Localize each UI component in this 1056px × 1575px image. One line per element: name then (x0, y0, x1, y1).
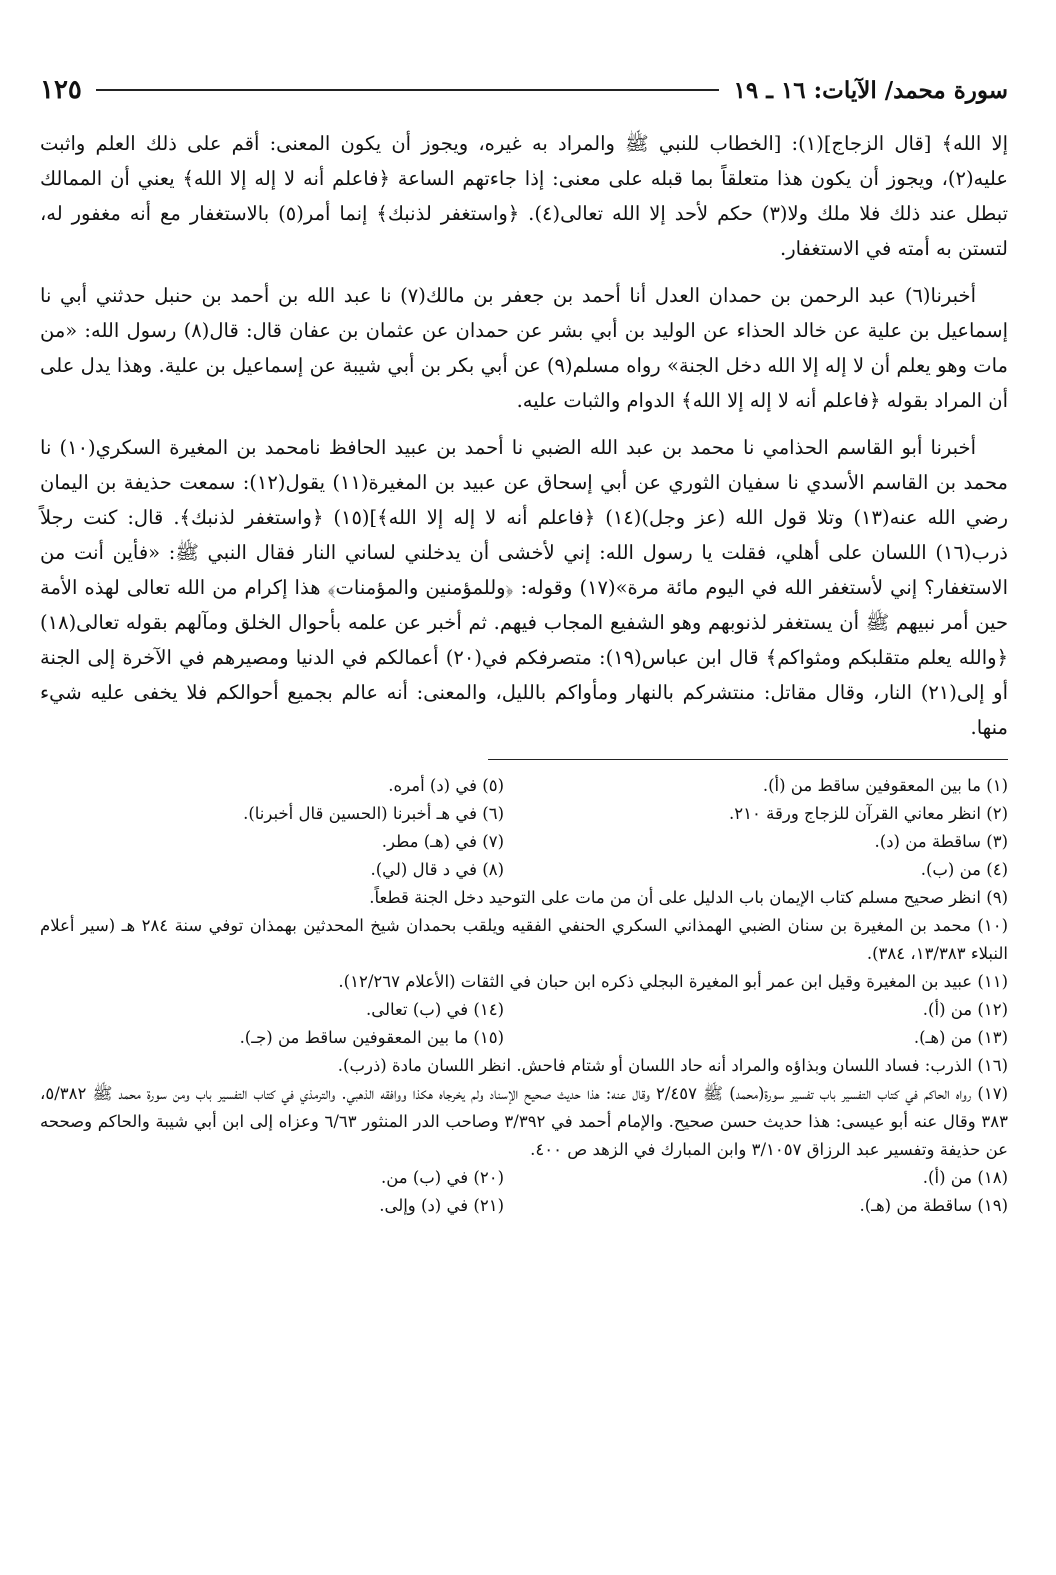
footnote: (٣) ساقطة من (د). (874, 832, 1008, 851)
paragraph: إلا الله﴾ [قال الزجاج](١): [الخطاب للنبي ﷺ والمراد به غيره، ويجوز أن يكون المعنى: أقم على ذلك العلم واثبت عليه(٢)، ويجوز أن يكون هذا متعلقاً بما قبله على معنى: إذا جاءتهم الساعة ﴿فاعلم أنه لا إله إلا الله﴾ يعني أن الممالك تبطل عند ذلك فلا ملك ولا(٣) حكم لأحد إلا الله تعالى(٤). ﴿واستغفر لذنبك﴾ إنما أمر(٥) بالاستغفار مع أنه مغفور له، لتستن به أمته في الاستغفار. (40, 132, 1009, 260)
footnote: (١) ما بين المعقوفين ساقط من (أ). (762, 776, 1008, 795)
footnote-row (40, 1192, 1008, 1220)
footnote: (١٤) في (ب) تعالى. (366, 1000, 504, 1019)
running-header (40, 60, 1008, 120)
paragraph: أخبرنا أبو القاسم الحذامي نا محمد بن عبد الله الضبي نا أحمد بن عبيد الحافظ نامحمد بن المغيرة السكري(١٠) نا محمد بن القاسم الأسدي نا سفيان الثوري عن أبي إسحاق عن عبيد بن المغيرة(١١) يقول(١٢): سمعت حذيفة بن اليمان رضي الله عنه(١٣) وتلا قول الله (عز وجل)(١٤) ﴿فاعلم أنه لا إله إلا الله﴾](١٥) ﴿واستغفر لذنبك﴾. قال: كنت رجلاً ذرب(١٦) اللسان على أهلي، فقلت يا رسول الله: إني لأخشى أن يدخلني لساني النار فقال النبي ﷺ: «فأين أنت من الاستغفار؟ إني لأستغفر الله في اليوم مائة مرة»(١٧) وقوله: ﴿وللمؤمنين والمؤمنات﴾ هذا إكرام من الله تعالى لهذه الأمة حين أمر نبيهم ﷺ أن يستغفر لذنوبهم وهو الشفيع المجاب فيهم. ثم أخبر عن علمه بأحوال الخلق ومآلهم بقوله تعالى(١٨) ﴿والله يعلم متقلبكم ومثواكم﴾ قال ابن عباس(١٩): متصرفكم في(٢٠) أعمالكم في الدنيا ومصيرهم في الآخرة إلى الجنة أو إلى(٢١) النار، وقال مقاتل: منتشركم بالنهار ومأواكم بالليل، والمعنى: أنه عالم بجميع أحوالكم فلا يخفى عليه شيء منها. (40, 436, 1008, 739)
footnote: (٥) في (د) أمره. (388, 776, 504, 795)
page-number: ١٢٥ (40, 75, 82, 105)
footnote: (١١) عبيد بن المغيرة وقيل ابن عمر أبو المغيرة البجلي ذكره ابن حبان في الثقات (الأعلام ١٢/٢٦٧). (338, 972, 1008, 991)
footnote: (١٦) الذرب: فساد اللسان وبذاؤه والمراد أنه حاد اللسان أو شتام فاحش. انظر اللسان مادة (ذرب). (337, 1056, 1008, 1075)
footnote-row (40, 1164, 1008, 1192)
footnote: (١٢) من (أ). (922, 1000, 1008, 1019)
footnote: (٩) انظر صحيح مسلم كتاب الإيمان باب الدليل على أن من مات على التوحيد دخل الجنة قطعاً. (369, 888, 1008, 907)
main-text (40, 126, 1008, 745)
footnote-row (40, 996, 1008, 1024)
book-page (40, 60, 1008, 1220)
footnote-row (40, 772, 1008, 800)
footnote-separator (488, 759, 1008, 760)
footnote-row (40, 856, 1008, 884)
header-rule (96, 89, 720, 91)
footnote: (٤) من (ب). (920, 860, 1008, 879)
footnote: (٢١) في (د) وإلى. (379, 1196, 504, 1215)
footnote: (١٠) محمد بن المغيرة بن سنان الضبي الهمذاني السكري الحنفي الفقيه ويلقب بحمدان شيخ المحدثين بهمذان توفي سنة ٢٨٤ هـ (سير أعلام النبلاء ١٣/٣٨٣، ٣٨٤). (40, 916, 1008, 963)
footnote: (٦) في هـ أخبرنا (الحسين قال أخبرنا). (243, 804, 504, 823)
footnote-row (40, 828, 1008, 856)
footnote: (٢) انظر معاني القرآن للزجاج ورقة ٢١٠. (729, 804, 1008, 823)
running-title: سورة محمد/ الآيات: ١٦ ـ ١٩ (733, 76, 1008, 104)
footnote: (٧) في (هـ) مطر. (381, 832, 504, 851)
footnote: (١٩) ساقطة من (هـ). (859, 1196, 1008, 1215)
footnote-row (40, 1024, 1008, 1052)
footnote: (٨) في د قال (لي). (370, 860, 504, 879)
footnote: (١٥) ما بين المعقوفين ساقط من (جـ). (239, 1028, 504, 1047)
footnote-row (40, 800, 1008, 828)
footnote: (١٨) من (أ). (922, 1168, 1008, 1187)
paragraph: أخبرنا(٦) عبد الرحمن بن حمدان العدل أنا أحمد بن جعفر بن مالك(٧) نا عبد الله بن أحمد بن حنبل حدثني أبي نا إسماعيل بن علية عن خالد الحذاء عن الوليد بن أبي بشر عن حمدان عن عثمان بن عفان قال: قال(٨) رسول الله: «من مات وهو يعلم أن لا إله إلا الله دخل الجنة» رواه مسلم(٩) عن أبي بكر بن أبي شيبة عن إسماعيل بن علية. وهذا يدل على أن المراد بقوله ﴿فاعلم أنه لا إله إلا الله﴾ الدوام والثبات عليه. (40, 284, 1009, 412)
footnotes (40, 772, 1008, 1220)
footnote: (٢٠) في (ب) من. (380, 1168, 504, 1187)
footnote: (١٣) من (هـ). (913, 1028, 1008, 1047)
footnote: (١٧) رواه الحاكم في كتاب التفسير باب تفسير سورة(محمد) ﷺ ٢/٤٥٧ وقال عنه: هذا حديث صحيح الإسناد ولم يخرجاه هكذا ووافقه الذهبي. والترمذي في كتاب التفسير باب ومن سورة محمد ﷺ ٥/٣٨٢، ٣٨٣ وقال عنه أبو عيسى: هذا حديث حسن صحيح. والإمام أحمد في ٣/٣٩٢ وصاحب الدر المنثور ٦/٦٣ وعزاه إلى ابن أبي شيبة والحاكم وصححه عن حذيفة وتفسير عبد الرزاق ٣/١٠٥٧ وابن المبارك في الزهد ص ٤٠٠. (40, 1084, 1009, 1159)
